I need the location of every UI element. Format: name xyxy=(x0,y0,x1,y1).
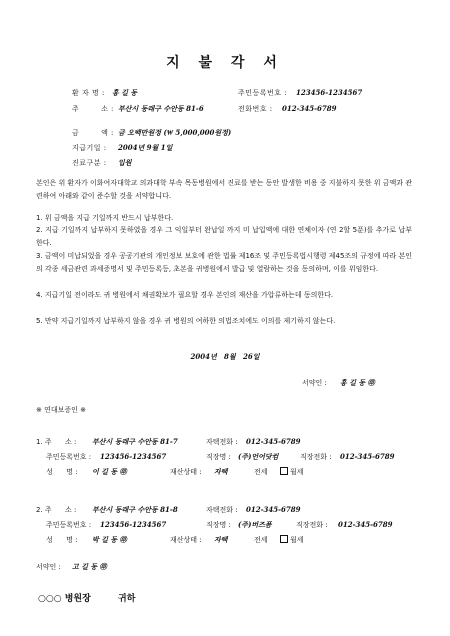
guarantor-1-workplace: (주)언어닷컴 xyxy=(238,452,279,461)
checkbox-icon xyxy=(280,535,288,543)
intro-paragraph: 본인은 위 환자가 이화여자대학교 의과대학 부속 목동병원에서 진료를 받는 동안 발생한 비용 중 지불하지 못한 위 금액과 관련하여 아래와 같이 준수할 것을 서약합니다. xyxy=(36,179,412,200)
signer2-label: 서약인 : xyxy=(36,563,61,571)
guarantor-1-name: 이 길 동 ㊞ xyxy=(92,467,127,476)
patient-name-label: 환 자 명 : xyxy=(72,89,105,97)
amount-value: 금 오백만원정 (₩ 5,000,000원정) xyxy=(118,128,232,137)
patient-name-value: 홍 길 동 xyxy=(112,88,138,97)
guarantor-header: ※ 연대보증인 ※ xyxy=(36,406,86,414)
signer-label: 서약인 : xyxy=(302,379,327,387)
guarantor-2-work-phone: 012-345-6789 xyxy=(338,520,393,529)
due-date-label: 지급기일 : xyxy=(72,144,107,152)
guarantor-2-name: 박 길 동 ㊞ xyxy=(92,535,127,544)
pledge-item-1: 1. 위 금액을 지급 기일까지 반드시 납부한다. xyxy=(36,214,174,222)
signer-value: 홍 길 동 ㊞ xyxy=(340,378,375,387)
guarantor-1-name-label: 성 명 : xyxy=(46,468,78,476)
guarantor-1-option-wolse[interactable]: 월세 xyxy=(280,467,304,477)
document-title: 지 불 각 서 xyxy=(166,55,284,71)
guarantor-2-rrn: 123456-1234567 xyxy=(100,520,167,529)
phone-value: 012-345-6789 xyxy=(282,104,337,113)
pledge-item-3: 3. 금액이 미납되었을 경우 공공기관의 개인정보 보호에 관한 법률 제16조 및 주민등록법시행령 제45조의 규정에 따라 본인의 각종 세금관련 과세증명서 및 주민등록등, 초본을 귀병원에서 발급 및 열람하는 것을 동의하며, 이를 위임한다. xyxy=(36,252,412,273)
guarantor-2-option-wolse[interactable]: 월세 xyxy=(280,535,304,545)
guarantor-1-rrn: 123456-1234567 xyxy=(100,452,167,461)
guarantor-1-home-phone: 012-345-6789 xyxy=(246,437,301,446)
guarantor-2-workplace: (주)버즈폼 xyxy=(238,520,272,529)
addressee-suffix: 귀하 xyxy=(118,594,136,604)
guarantor-2-property: 자택 xyxy=(214,535,228,544)
address-value: 부산시 동래구 수안동 81-6 xyxy=(118,104,204,113)
guarantor-2-address: 부산시 동래구 수안동 81-8 xyxy=(92,505,178,514)
care-type-value: 입원 xyxy=(118,158,132,167)
guarantor-2-option-jeonse[interactable]: 전세 xyxy=(254,536,268,544)
guarantor-2-property-label: 재산상태 : xyxy=(170,536,202,544)
guarantor-1-home-phone-label: 자택전화 : xyxy=(206,438,238,446)
guarantor-2-home-phone-label: 자택전화 : xyxy=(206,506,238,514)
guarantor-1-workplace-label: 직장명 : xyxy=(206,453,231,461)
pledge-date: 2004년 8월 26일 xyxy=(190,352,260,361)
phone-label: 전화번호 : xyxy=(238,105,273,113)
due-date-value: 2004년 9월 1일 xyxy=(118,143,173,152)
care-type-label: 진료구분 : xyxy=(72,159,107,167)
guarantor-1-option-jeonse[interactable]: 전세 xyxy=(254,468,268,476)
rrn-value: 123456-1234567 xyxy=(296,88,363,97)
guarantor-2-home-phone: 012-345-6789 xyxy=(246,505,301,514)
guarantor-2-workplace-label: 직장명 : xyxy=(206,521,231,529)
guarantor-1-address-label: 1. 주 소 : xyxy=(36,438,77,446)
guarantor-1-property: 자택 xyxy=(214,467,228,476)
rrn-label: 주민등록번호 : xyxy=(238,89,288,97)
signer2-value: 고 길 동 ㊞ xyxy=(72,562,107,571)
guarantor-2-name-label: 성 명 : xyxy=(46,536,78,544)
guarantor-2-address-label: 2. 주 소 : xyxy=(36,506,77,514)
pledge-item-4: 4. 지급기일 전이라도 귀 병원에서 채권확보가 필요할 경우 본인의 재산을 가압류하는데 동의한다. xyxy=(36,291,334,299)
pledge-item-5: 5. 만약 지급기일까지 납부하지 않을 경우 귀 병원의 여하한 의법조치에도 이의를 제기하지 않는다. xyxy=(36,317,336,325)
amount-label: 금 액 : xyxy=(72,129,114,137)
checkbox-icon xyxy=(280,467,288,475)
guarantor-1-property-label: 재산상태 : xyxy=(170,468,202,476)
pledge-item-2: 2. 지급 기일까지 납부하지 못하였을 경우 그 익일부터 완납일 까지 미 납입액에 대한 연체이자 (연 2할 5푼)를 추가로 납부한다. xyxy=(36,226,412,247)
guarantor-2-rrn-label: 주민등록번호 : xyxy=(46,521,92,529)
address-label: 주 소 : xyxy=(72,105,114,113)
guarantor-1-address: 부산시 동래구 수안동 81-7 xyxy=(92,437,178,446)
addressee-name: ○○○ 병원장 xyxy=(38,594,91,604)
guarantor-1-work-phone: 012-345-6789 xyxy=(340,452,395,461)
guarantor-2-work-phone-label: 직장전화 : xyxy=(296,521,328,529)
guarantor-1-rrn-label: 주민등록번호 : xyxy=(46,453,92,461)
guarantor-1-work-phone-label: 직장전화 : xyxy=(300,453,332,461)
